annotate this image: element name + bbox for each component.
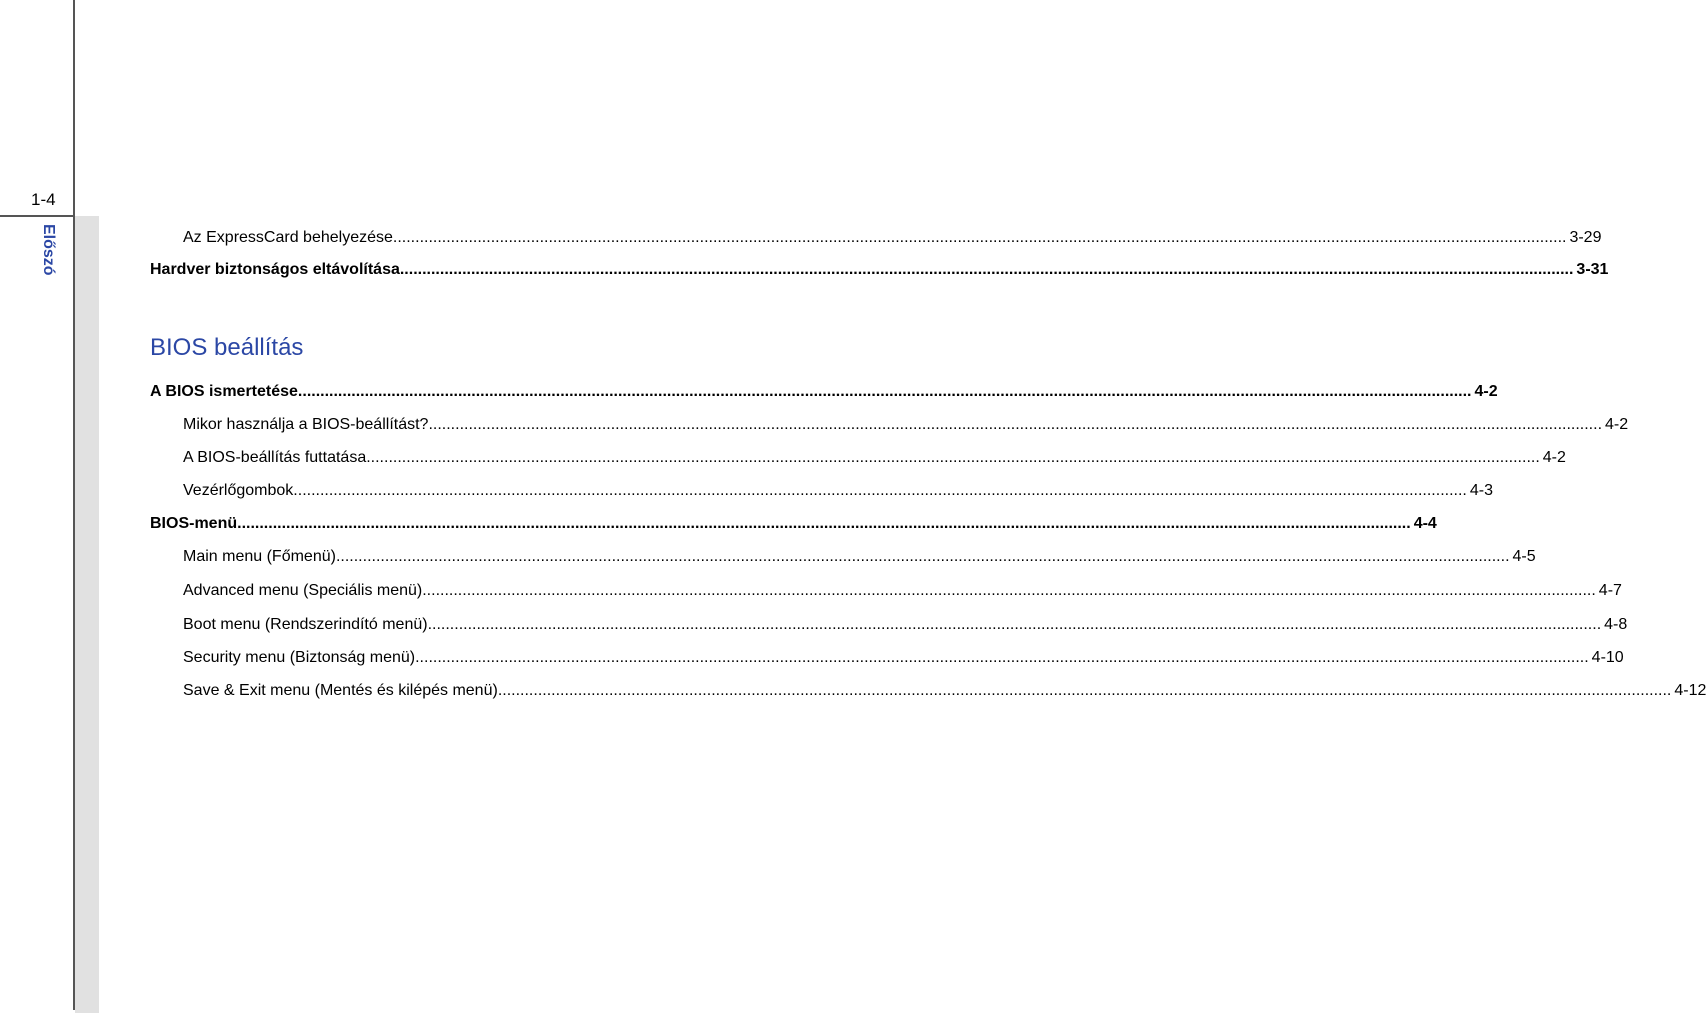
toc-entry[interactable] — [183, 580, 1622, 602]
toc-entry[interactable] — [183, 227, 1602, 249]
toc-leader-dots — [428, 414, 1602, 436]
toc-entry[interactable] — [183, 647, 1624, 669]
toc-entry-page: 4-2 — [1605, 416, 1629, 433]
toc-entry-title: Boot menu (Rendszerindító menü) — [183, 616, 428, 633]
toc-entry-page: 4-4 — [1413, 515, 1437, 532]
toc-entry-page: 3-29 — [1569, 229, 1602, 246]
toc-entry-title: Advanced menu (Speciális menü) — [183, 582, 423, 599]
page-number: 1-4 — [31, 190, 56, 209]
toc-entry-page: 4-8 — [1604, 616, 1628, 633]
toc-leader-dots — [298, 381, 1472, 403]
toc-entry-title: Security menu (Biztonság menü) — [183, 649, 416, 666]
toc-leader-dots — [498, 680, 1672, 702]
toc-leader-dots — [336, 546, 1510, 568]
toc-entry-page: 4-12 — [1674, 682, 1706, 699]
toc-leader-dots — [293, 480, 1467, 502]
toc-leader-dots — [393, 227, 1567, 249]
toc-entry-title: A BIOS-beállítás futtatása — [183, 449, 367, 466]
toc-entry-title: Vezérlőgombok — [183, 482, 294, 499]
toc-leader-dots — [400, 259, 1574, 281]
toc-entry[interactable] — [183, 680, 1706, 702]
toc-entry-title: Hardver biztonságos eltávolítása — [150, 261, 400, 278]
toc-entry-title: A BIOS ismertetése — [150, 383, 298, 400]
toc-entry-page: 4-2 — [1542, 449, 1566, 466]
toc-entry-page: 4-7 — [1598, 582, 1622, 599]
margin-gray-band — [75, 216, 99, 1013]
toc-entry[interactable] — [183, 614, 1628, 636]
margin-rule-horizontal — [0, 215, 75, 217]
toc-leader-dots — [422, 580, 1596, 602]
toc-entry-title: Mikor használja a BIOS-beállítást? — [183, 416, 429, 433]
toc-entry-page: 4-5 — [1512, 548, 1536, 565]
toc-entry[interactable] — [183, 414, 1629, 436]
toc-leader-dots — [428, 614, 1602, 636]
toc-entry[interactable] — [183, 480, 1493, 502]
toc-entry-page: 4-10 — [1591, 649, 1624, 666]
toc-leader-dots — [237, 513, 1411, 535]
toc-entry-title: BIOS-menü — [150, 515, 238, 532]
toc-entry-title: Main menu (Főmenü) — [183, 548, 336, 565]
toc-leader-dots — [366, 447, 1540, 469]
toc-entry[interactable] — [183, 546, 1536, 568]
toc-entry[interactable] — [150, 259, 1609, 281]
toc-entry-title: Save & Exit menu (Mentés és kilépés menü) — [183, 682, 498, 699]
chapter-side-label: Előszó — [40, 224, 57, 276]
toc-entry-title: Az ExpressCard behelyezése — [183, 229, 393, 246]
toc-leader-dots — [415, 647, 1589, 669]
toc-entry-page: 3-31 — [1576, 261, 1609, 278]
section-heading: BIOS beállítás — [150, 334, 304, 361]
toc-entry[interactable] — [150, 381, 1498, 403]
toc-entry[interactable] — [183, 447, 1566, 469]
toc-entry[interactable] — [150, 513, 1437, 535]
toc-entry-page: 4-2 — [1474, 383, 1498, 400]
toc-entry-page: 4-3 — [1469, 482, 1493, 499]
